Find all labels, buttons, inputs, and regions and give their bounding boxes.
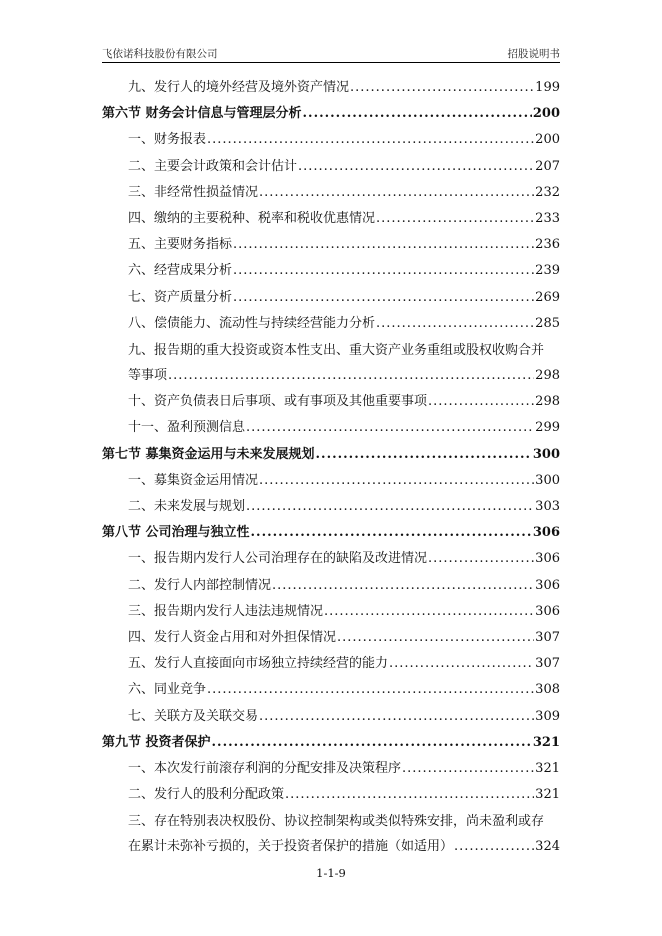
toc-dot-leader — [324, 604, 534, 619]
toc-dot-leader — [168, 368, 534, 383]
toc-page-number: 309 — [535, 708, 560, 724]
toc-dot-leader — [272, 578, 534, 593]
toc-entry[interactable] — [102, 207, 560, 233]
toc-page-number: 321 — [535, 760, 560, 776]
toc-section-heading[interactable] — [102, 443, 560, 469]
toc-entry[interactable] — [102, 469, 560, 495]
toc-entry-title: 二、发行人内部控制情况 — [128, 577, 272, 593]
toc-entry-title: 九、发行人的境外经营及境外资产情况 — [128, 80, 350, 95]
toc-entry-title-line1: 三、存在特别表决权股份、协议控制架构或类似特殊安排，尚未盈利或存 — [128, 814, 545, 830]
toc-page-number: 307 — [535, 656, 560, 672]
toc-entry-title: 二、发行人的股利分配政策 — [128, 787, 285, 803]
toc-dot-leader — [207, 682, 534, 697]
toc-entry[interactable] — [102, 757, 560, 783]
toc-page-number: 239 — [535, 263, 560, 279]
toc-entry-title: 二、未来发展与规划 — [128, 499, 246, 514]
toc-entry[interactable] — [102, 626, 560, 652]
toc-page-number: 199 — [535, 80, 560, 95]
toc-entry[interactable] — [102, 155, 560, 181]
toc-entry-title-line2: 等事项 — [128, 368, 168, 384]
toc-page-number: 300 — [532, 446, 560, 462]
toc-page-number: 298 — [535, 368, 560, 384]
toc-entry[interactable] — [102, 574, 560, 600]
toc-dot-leader — [303, 106, 532, 121]
toc-entry-title-line2: 在累计未弥补亏损的，关于投资者保护的措施（如适用） — [128, 839, 454, 855]
document-type: 招股说明书 — [507, 48, 560, 60]
toc-entry[interactable] — [102, 600, 560, 626]
toc-entry[interactable] — [102, 312, 560, 338]
toc-page-number: 306 — [535, 577, 560, 593]
toc-entry-title: 一、财务报表 — [128, 132, 207, 148]
toc-entry[interactable] — [102, 495, 560, 521]
table-of-contents — [102, 76, 560, 862]
toc-page-number: 306 — [535, 551, 560, 567]
toc-entry-title: 三、报告期内发行人违法违规情况 — [128, 603, 324, 619]
toc-entry[interactable] — [102, 181, 560, 207]
toc-dot-leader — [212, 735, 532, 750]
company-name: 飞依诺科技股份有限公司 — [102, 48, 218, 60]
toc-page-number: 306 — [532, 525, 560, 541]
toc-dot-leader — [207, 132, 534, 147]
toc-dot-leader — [389, 656, 534, 671]
toc-entry-title: 一、报告期内发行人公司治理存在的缺陷及改进情况 — [128, 551, 428, 567]
toc-entry-title: 第九节 投资者保护 — [102, 734, 211, 750]
toc-entry-title: 四、缴纳的主要税种、税率和税收优惠情况 — [128, 210, 376, 226]
toc-dot-leader — [376, 316, 534, 331]
toc-page-number: 307 — [535, 629, 560, 645]
toc-entry-title: 第六节 财务会计信息与管理层分析 — [102, 106, 302, 122]
toc-dot-leader — [350, 80, 534, 95]
toc-entry-title: 一、本次发行前滚存利润的分配安排及决策程序 — [128, 760, 402, 776]
toc-entry[interactable] — [102, 233, 560, 259]
toc-page-number: 324 — [535, 839, 560, 855]
toc-dot-leader — [246, 420, 534, 435]
toc-page-number: 200 — [535, 132, 560, 148]
toc-entry-title: 三、非经常性损益情况 — [128, 184, 259, 200]
toc-entry[interactable] — [102, 259, 560, 285]
toc-entry[interactable] — [102, 678, 560, 704]
toc-page-number: 299 — [535, 420, 560, 436]
toc-page-number: 236 — [535, 237, 560, 253]
toc-entry[interactable] — [102, 128, 560, 154]
toc-entry-title: 六、同业竞争 — [128, 682, 207, 698]
toc-page-number: 233 — [535, 210, 560, 226]
toc-entry[interactable] — [102, 416, 560, 442]
toc-entry[interactable] — [102, 783, 560, 809]
toc-entry[interactable] — [102, 652, 560, 678]
toc-page-number: 200 — [532, 106, 560, 122]
toc-page-number: 321 — [532, 734, 560, 750]
toc-entry-multiline[interactable] — [102, 338, 560, 390]
toc-entry-title: 七、资产质量分析 — [128, 289, 233, 305]
toc-entry-title: 八、偿债能力、流动性与持续经营能力分析 — [128, 315, 376, 331]
toc-entry-title: 第七节 募集资金运用与未来发展规划 — [102, 446, 315, 462]
toc-page-number: 232 — [535, 184, 560, 200]
toc-entry-title: 四、发行人资金占用和对外担保情况 — [128, 629, 337, 645]
page-number: 1-1-9 — [316, 866, 346, 880]
toc-entry-title: 十、资产负债表日后事项、或有事项及其他重要事项 — [128, 394, 428, 410]
toc-dot-leader — [428, 551, 534, 566]
toc-section-heading[interactable] — [102, 521, 560, 547]
toc-dot-leader — [428, 394, 534, 409]
toc-dot-leader — [454, 839, 534, 854]
toc-dot-leader — [259, 709, 534, 724]
toc-dot-leader — [251, 525, 532, 540]
toc-entry-multiline[interactable] — [102, 809, 560, 861]
toc-entry-title: 十一、盈利预测信息 — [128, 420, 246, 436]
toc-page-number: 285 — [535, 315, 560, 331]
toc-page-number: 298 — [535, 394, 560, 410]
toc-entry[interactable] — [102, 547, 560, 573]
toc-page-number: 303 — [535, 499, 560, 514]
toc-entry-title-line1: 九、报告期的重大投资或资本性支出、重大资产业务重组或股权收购合并 — [128, 342, 545, 358]
toc-dot-leader — [233, 237, 534, 252]
toc-dot-leader — [259, 473, 534, 488]
toc-dot-leader — [376, 211, 534, 226]
toc-section-heading[interactable] — [102, 102, 560, 128]
toc-entry-title: 一、募集资金运用情况 — [128, 472, 259, 488]
toc-dot-leader — [298, 159, 534, 174]
toc-entry-last-line — [128, 364, 560, 390]
toc-page-number: 308 — [535, 682, 560, 698]
toc-entry-title: 五、主要财务指标 — [128, 237, 233, 253]
toc-entry-last-line — [128, 835, 560, 861]
toc-page-number: 306 — [535, 603, 560, 619]
toc-dot-leader — [233, 263, 534, 278]
toc-dot-leader — [233, 290, 534, 305]
toc-entry[interactable] — [102, 76, 560, 102]
toc-entry-title: 五、发行人直接面向市场独立持续经营的能力 — [128, 656, 389, 672]
toc-entry[interactable] — [102, 705, 560, 731]
toc-page-number: 321 — [535, 787, 560, 803]
toc-dot-leader — [285, 787, 534, 802]
toc-dot-leader — [259, 185, 534, 200]
toc-page-number: 300 — [535, 472, 560, 488]
toc-entry-title: 第八节 公司治理与独立性 — [102, 525, 250, 541]
header-divider — [102, 62, 560, 63]
toc-dot-leader — [402, 761, 534, 776]
toc-page-number: 207 — [535, 158, 560, 174]
toc-entry-title: 七、关联方及关联交易 — [128, 708, 259, 724]
toc-page-number: 269 — [535, 289, 560, 305]
page-header — [102, 46, 560, 62]
toc-dot-leader — [316, 447, 532, 462]
toc-dot-leader — [246, 499, 534, 514]
toc-entry-title: 二、主要会计政策和会计估计 — [128, 158, 298, 174]
toc-entry-title: 六、经营成果分析 — [128, 263, 233, 279]
toc-entry[interactable] — [102, 390, 560, 416]
toc-dot-leader — [337, 630, 534, 645]
toc-section-heading[interactable] — [102, 731, 560, 757]
toc-entry[interactable] — [102, 286, 560, 312]
